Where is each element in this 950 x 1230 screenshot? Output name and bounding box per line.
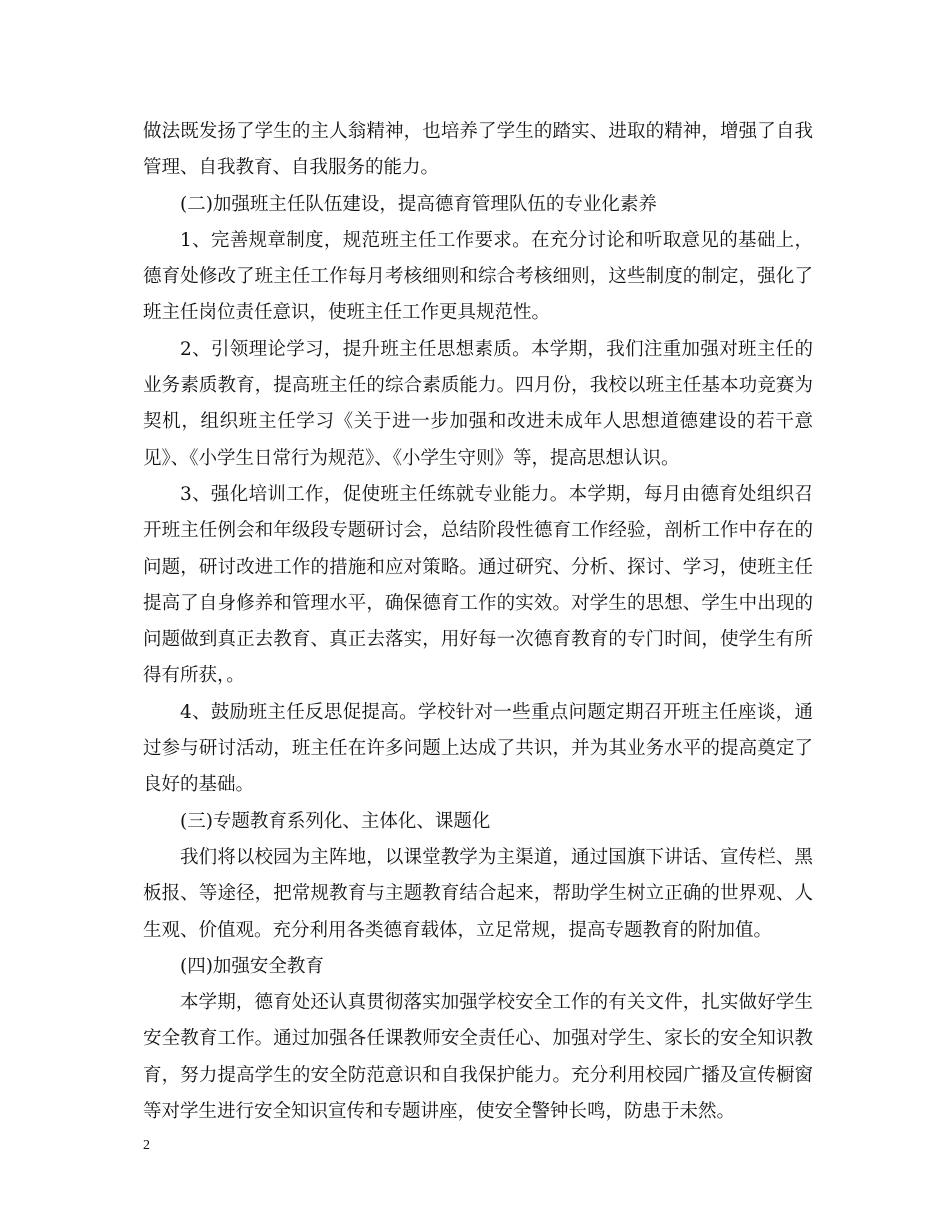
paragraph-10: 本学期，德育处还认真贯彻落实加强学校安全工作的有关文件，扎实做好学生安全教育工作。通过加强各任课教师安全责任心、加强对学生、家长的安全知识教育，努力提高学生的安全防范意识和自我保护能力。充分利用校园广播及宣传橱窗等对学生进行安全知识宣传和专题讲座，使安全警钟长鸣，防患于未然。 — [143, 992, 813, 1123]
paragraph-6: 4、鼓励班主任反思促提高。学校针对一些重点问题定期召开班主任座谈，通过参与研讨活动，班主任在许多问题上达成了共识，并为其业务水平的提高奠定了良好的基础。 — [143, 701, 813, 796]
paragraph-8: 我们将以校园为主阵地，以课堂教学为主渠道，通过国旗下讲话、宣传栏、黑板报、等途径，把常规教育与主题教育结合起来，帮助学生树立正确的世界观、人生观、价值观。充分利用各类德育载体，立足常规，提高专题教育的附加值。 — [143, 846, 813, 941]
section-heading-2: (二)加强班主任队伍建设，提高德育管理队伍的专业化素养 — [180, 193, 657, 215]
paragraph-1: 做法既发扬了学生的主人翁精神，也培养了学生的踏实、进取的精神，增强了自我管理、自我教育、自我服务的能力。 — [143, 121, 813, 179]
paragraph-4: 2、引领理论学习，提升班主任思想素质。本学期，我们注重加强对班主任的业务素质教育，提高班主任的综合素质能力。四月份，我校以班主任基本功竞赛为契机，组织班主任学习《关于进一步加强和改进未成年人思想道德建设的若干意见》、《小学生日常行为规范》、《小学生守则》等，提高思想认识。 — [143, 338, 813, 469]
section-heading-3: (三)专题教育系列化、主体化、课题化 — [180, 810, 491, 832]
paragraph-3: 1、完善规章制度，规范班主任工作要求。在充分讨论和听取意见的基础上，德育处修改了班主任工作每月考核细则和综合考核细则，这些制度的制定，强化了班主任岗位责任意识，使班主任工作更具规范性。 — [143, 229, 813, 324]
document-body — [143, 114, 813, 1130]
section-heading-4: (四)加强安全教育 — [180, 955, 324, 977]
page-number: 2 — [143, 1138, 150, 1153]
paragraph-5: 3、强化培训工作，促使班主任练就专业能力。本学期，每月由德育处组织召开班主任例会和年级段专题研讨会，总结阶段性德育工作经验，剖析工作中存在的问题，研讨改进工作的措施和应对策略。通过研究、分析、探讨、学习，使班主任提高了自身修养和管理水平，确保德育工作的实效。对学生的思想、学生中出现的问题做到真正去教育、真正去落实，用好每一次德育教育的专门时间，使学生有所得有所获，。 — [143, 483, 813, 687]
